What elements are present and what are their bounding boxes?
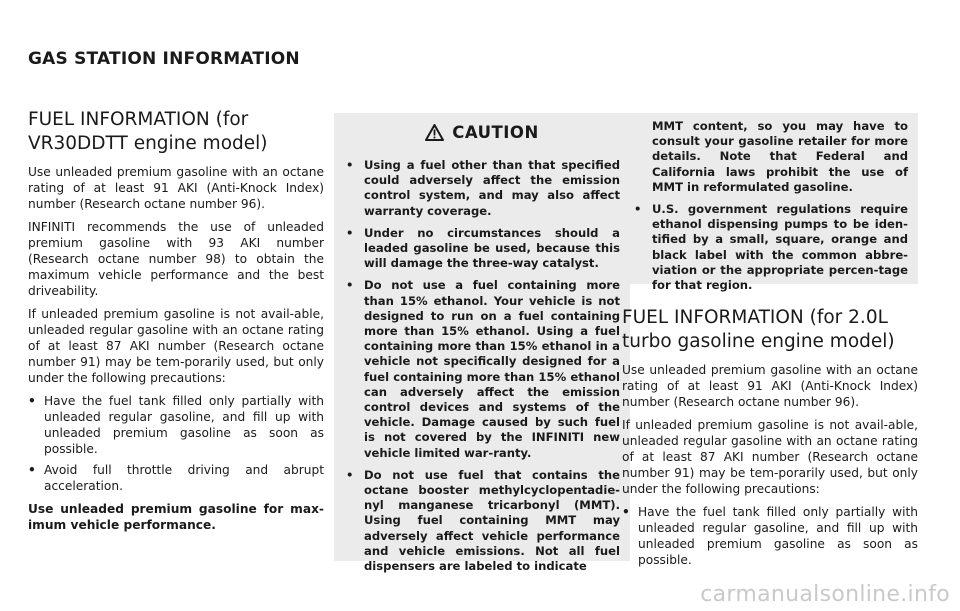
section1-heading: FUEL INFORMATION (for VR30DDTT engine model) <box>28 109 268 154</box>
caution-box <box>334 113 630 574</box>
bullet-dot: • <box>346 278 354 293</box>
bullet-dot: • <box>346 158 354 172</box>
column-right <box>622 113 918 575</box>
caution-item-text: Using a fuel other than that specified could adversely affect the emission control system, and may also affect warranty coverage. <box>364 158 620 218</box>
watermark: carmanualsonline.info <box>700 582 950 607</box>
section1-paragraph: Use unleaded premium gasoline with an octane rating of at least 91 AKI (Anti-Knock Index) number (Research octane number 96). <box>28 165 324 211</box>
caution-item <box>632 202 908 293</box>
section1-paragraph: If unleaded premium gasoline is not avail-able, unleaded regular gasoline with an octane rating of at least 87 AKI number (Research octane number 91) may be tem-porarily used, but only under the following precautions: <box>28 307 324 385</box>
caution-list <box>344 158 620 574</box>
section2-paragraph: Use unleaded premium gasoline with an octane rating of at least 91 AKI (Anti-Knock Index) number (Research octane number 96). <box>622 363 918 409</box>
caution-item <box>344 278 620 460</box>
page-title: GAS STATION INFORMATION <box>28 49 300 69</box>
bullet-dot: • <box>28 394 36 408</box>
section2-paragraph: If unleaded premium gasoline is not avail-able, unleaded regular gasoline with an octane rating of at least 87 AKI number (Research octane number 91) may be tem-porarily used, but only under the following precautions: <box>622 418 918 496</box>
section2-bullet-list <box>622 504 918 568</box>
column-left <box>28 108 324 540</box>
list-item <box>622 504 918 568</box>
bullet-dot: • <box>622 505 630 519</box>
bullet-dot: • <box>346 467 354 482</box>
caution-header <box>344 123 620 142</box>
caution-box-continued <box>622 113 918 293</box>
bullet-dot: • <box>28 463 36 477</box>
section1-bullet-list <box>28 393 324 494</box>
section1-paragraph: INFINITI recommends the use of unleaded premium gasoline with 93 AKI number (Research octane number 98) to obtain the maximum vehicle performance and the best driveability. <box>28 220 324 298</box>
caution-item <box>344 468 620 574</box>
list-item-text: Avoid full throttle driving and abrupt acceleration. <box>44 463 324 493</box>
caution-list-continued <box>632 202 908 293</box>
caution-title: CAUTION <box>452 123 539 142</box>
caution-item <box>344 158 620 219</box>
caution-item-text: Under no circumstances should a leaded gasoline be used, because this will damage the three-way catalyst. <box>364 225 620 271</box>
warning-triangle-icon <box>425 124 444 141</box>
caution-item <box>344 226 620 272</box>
caution-item-text: Do not use a fuel containing more than 15% ethanol. Your vehicle is not designed to run on a fuel containing more than 15% ethanol. Using a fuel containing more than 15% ethanol in a vehicle not specifically designed for a fuel containing more than 15% ethanol can adversely affect the emission control devices and systems of the vehicle. Damage caused by such fuel is not covered by the INFINITI new vehicle limited war-ranty. <box>364 278 620 460</box>
list-item-text: Have the fuel tank filled only partially with unleaded regular gasoline, and fill up with unleaded premium gasoline as soon as possible. <box>44 394 324 456</box>
section2-heading: FUEL INFORMATION (for 2.0L turbo gasoline engine model) <box>622 307 895 352</box>
performance-note: Use unleaded premium gasoline for max-imum vehicle performance. <box>28 502 324 532</box>
caution-item-text: Do not use fuel that contains the octane booster methylcyclopentadie-nyl manganese tricarbonyl (MMT). Using fuel containing MMT may adversely affect vehicle performance and vehicle emissions. Not all fuel dispensers are labeled to indicate <box>364 467 620 574</box>
list-item <box>28 462 324 494</box>
column-middle <box>334 113 630 574</box>
bullet-dot: • <box>634 202 642 217</box>
bullet-dot: • <box>346 225 354 240</box>
caution-continued-text: MMT content, so you may have to consult your gasoline retailer for more details. Note that Federal and California laws prohibit the use of MMT in reformulated gasoline. <box>652 119 908 194</box>
caution-item-text: U.S. government regulations require ethanol dispensing pumps to be iden-tified by a small, square, orange and black label with the common abbre-viation or the appropriate percen-tage for that region. <box>652 202 908 293</box>
list-item <box>28 393 324 457</box>
list-item-text: Have the fuel tank filled only partially with unleaded regular gasoline, and fill up with unleaded premium gasoline as soon as possible. <box>638 505 918 567</box>
